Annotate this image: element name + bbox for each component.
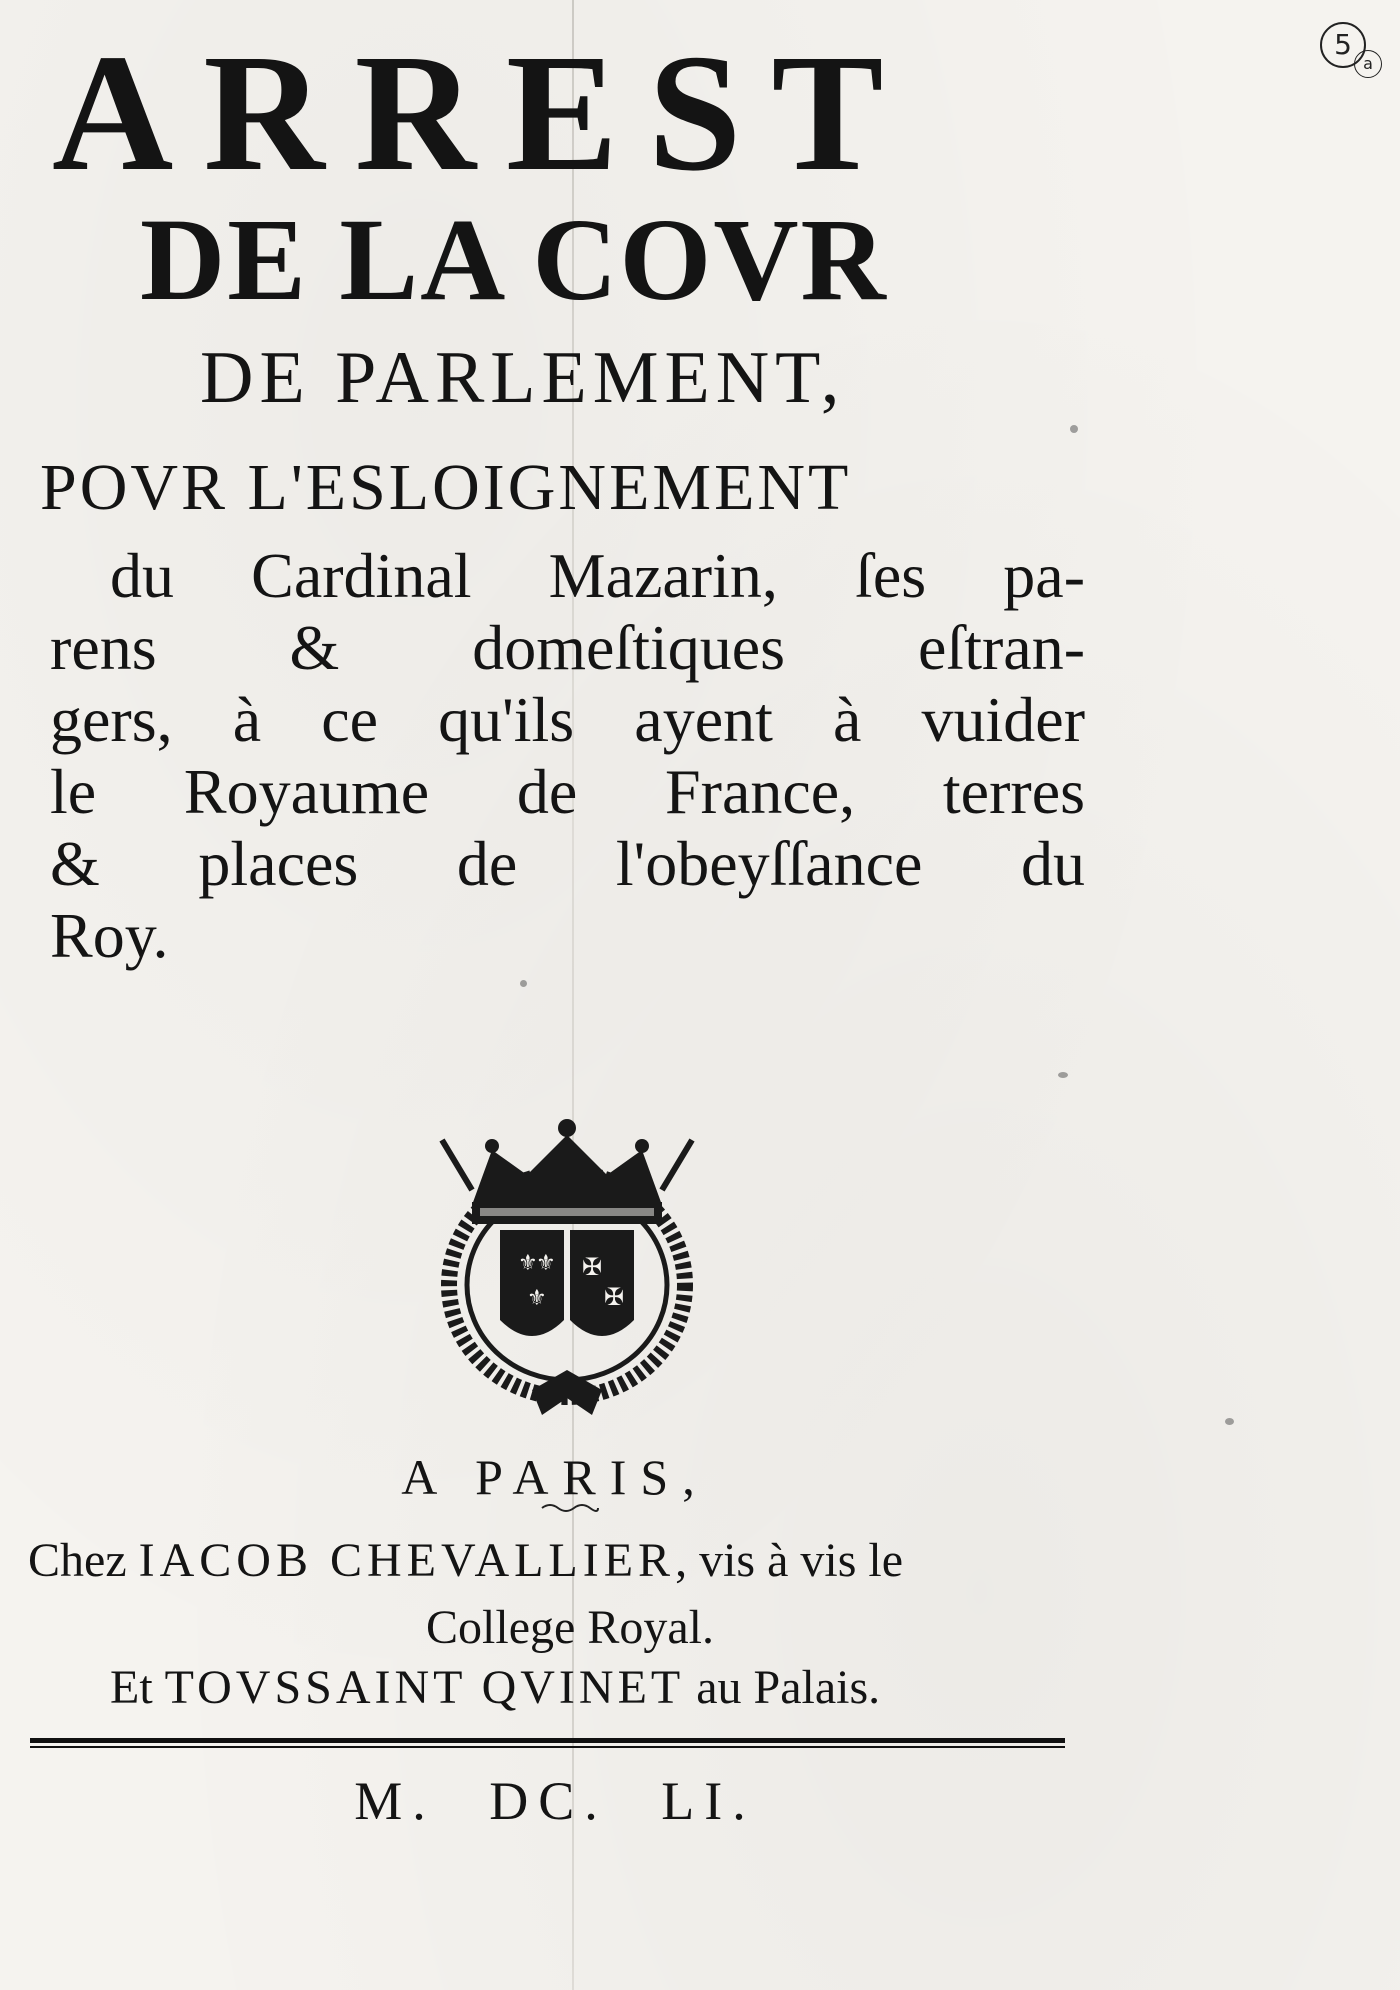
- printer-suffix: , vis à vis le: [675, 1534, 904, 1587]
- title-line-3: DE PARLEMENT,: [200, 337, 846, 419]
- also-prefix: Et: [110, 1661, 153, 1714]
- svg-text:⚜: ⚜: [536, 1251, 556, 1276]
- svg-text:✠: ✠: [582, 1253, 603, 1281]
- archive-mark: [1316, 14, 1386, 84]
- body-line: Roy.: [50, 900, 169, 971]
- ink-speck: [520, 980, 527, 987]
- body-line: rens & domeſtiques eſtran-: [50, 612, 1085, 683]
- divider-rule-thin: [30, 1746, 1065, 1748]
- archive-mark-number: 5: [1320, 22, 1366, 68]
- also-name: TOVSSAINT QVINET: [164, 1661, 685, 1714]
- ink-speck: [1058, 1072, 1068, 1078]
- divider-rule: [30, 1738, 1065, 1743]
- svg-text:⚜: ⚜: [527, 1286, 547, 1311]
- body-line: gers, à ce qu'ils ayent à vuider: [50, 684, 1085, 755]
- imprint-printer: [28, 1530, 1088, 1592]
- publication-date: M. DC. LI.: [354, 1771, 756, 1831]
- title-line-4: POVR L'ESLOIGNEMENT: [40, 451, 852, 524]
- imprint-college: College Royal.: [426, 1601, 714, 1654]
- ink-speck: [1225, 1418, 1234, 1425]
- body-line: le Royaume de France, terres: [50, 756, 1085, 827]
- title-body: [50, 540, 1085, 972]
- title-line-2: DE LA COVR: [140, 194, 888, 325]
- body-line: du Cardinal Mazarin, ſes pa-: [110, 540, 1085, 611]
- also-suffix: au Palais.: [696, 1661, 881, 1714]
- ink-speck: [1070, 425, 1078, 433]
- archive-mark-letter: a: [1354, 50, 1382, 78]
- royal-arms-emblem-icon: [432, 1090, 702, 1420]
- flourish-ornament-icon: [540, 1502, 600, 1514]
- imprint-also: [110, 1658, 1110, 1718]
- printer-prefix: Chez: [28, 1534, 127, 1587]
- imprint-place: A PARIS,: [401, 1449, 709, 1505]
- title-line-1: ARREST: [52, 20, 914, 206]
- body-line: & places de l'obeyſſance du: [50, 828, 1085, 899]
- printer-name: IACOB CHEVALLIER: [138, 1534, 676, 1587]
- svg-text:✠: ✠: [604, 1283, 625, 1311]
- svg-text:⚜: ⚜: [518, 1251, 538, 1276]
